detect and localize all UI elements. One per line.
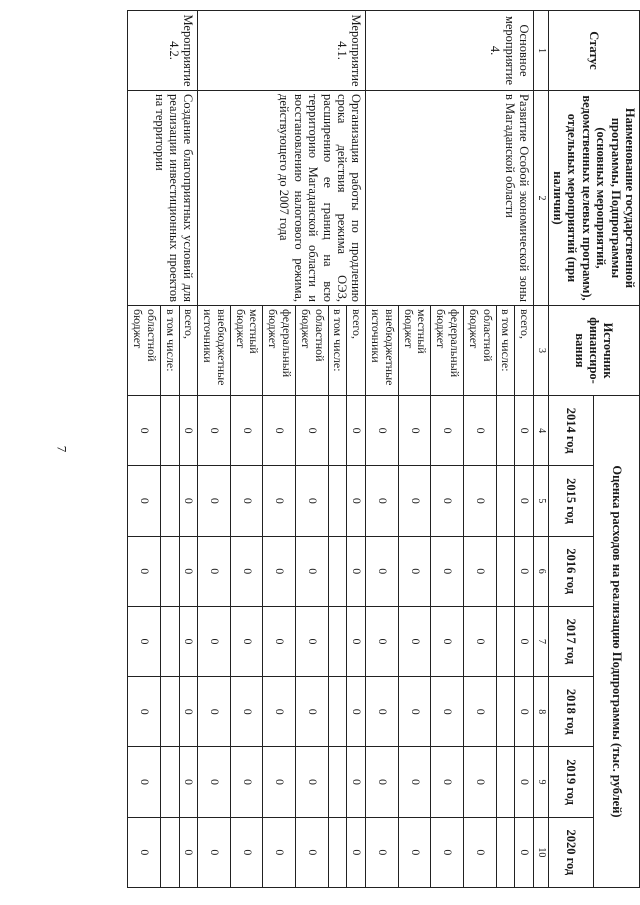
value-cell — [496, 396, 515, 466]
value-cell: 0 — [431, 817, 464, 887]
header-year: 2015 год — [548, 466, 594, 536]
value-cell: 0 — [515, 817, 534, 887]
value-cell: 0 — [398, 817, 431, 887]
value-cell — [160, 677, 179, 747]
value-cell — [496, 817, 515, 887]
value-cell: 0 — [515, 466, 534, 536]
value-cell: 0 — [296, 396, 329, 466]
value-cell: 0 — [515, 606, 534, 676]
value-cell — [496, 606, 515, 676]
source-cell: всего, — [179, 306, 198, 396]
value-cell — [328, 466, 347, 536]
value-cell: 0 — [128, 466, 161, 536]
value-cell — [328, 747, 347, 817]
value-cell: 0 — [230, 817, 263, 887]
value-cell: 0 — [296, 817, 329, 887]
source-cell: в том числе: — [328, 306, 347, 396]
value-cell: 0 — [128, 396, 161, 466]
value-cell: 0 — [515, 747, 534, 817]
value-cell: 0 — [230, 677, 263, 747]
value-cell — [496, 677, 515, 747]
value-cell — [328, 606, 347, 676]
value-cell: 0 — [198, 677, 231, 747]
value-cell: 0 — [263, 677, 296, 747]
value-cell: 0 — [398, 606, 431, 676]
value-cell: 0 — [179, 677, 198, 747]
header-year: 2019 год — [548, 747, 594, 817]
value-cell: 0 — [198, 466, 231, 536]
source-cell: областной бюджет — [128, 306, 161, 396]
value-cell: 0 — [128, 747, 161, 817]
value-cell — [496, 466, 515, 536]
value-cell: 0 — [347, 536, 366, 606]
value-cell — [160, 747, 179, 817]
value-cell: 0 — [263, 747, 296, 817]
value-cell: 0 — [263, 606, 296, 676]
source-cell: областной бюджет — [464, 306, 497, 396]
value-cell: 0 — [198, 396, 231, 466]
value-cell — [328, 817, 347, 887]
value-cell: 0 — [398, 677, 431, 747]
expenditure-table — [127, 10, 640, 888]
value-cell: 0 — [347, 747, 366, 817]
column-number: 3 — [534, 306, 549, 396]
value-cell: 0 — [179, 536, 198, 606]
value-cell: 0 — [128, 606, 161, 676]
value-cell — [496, 536, 515, 606]
value-cell: 0 — [230, 396, 263, 466]
measure-name-cell: Создание благоприятных условий для реализации инвестиционных проектов на территории — [128, 91, 198, 306]
header-year: 2020 год — [548, 817, 594, 887]
value-cell: 0 — [464, 396, 497, 466]
value-cell — [160, 606, 179, 676]
value-cell: 0 — [398, 466, 431, 536]
column-number: 10 — [534, 817, 549, 887]
status-cell: Мероприятие 4.2. — [128, 11, 198, 91]
value-cell: 0 — [230, 536, 263, 606]
value-cell: 0 — [296, 747, 329, 817]
header-name: Наименование государственной программы, Подпрограммы (основных мероприятий, ведомственных целевых программ), отдельных мероприятий (при наличии) — [548, 91, 639, 306]
value-cell: 0 — [431, 747, 464, 817]
value-cell: 0 — [431, 606, 464, 676]
value-cell: 0 — [263, 817, 296, 887]
table-body — [128, 11, 534, 888]
value-cell: 0 — [398, 747, 431, 817]
value-cell: 0 — [431, 466, 464, 536]
value-cell: 0 — [515, 677, 534, 747]
header-source: Источник финансиро-вания — [548, 306, 639, 396]
value-cell: 0 — [263, 396, 296, 466]
value-cell: 0 — [431, 536, 464, 606]
value-cell: 0 — [366, 677, 399, 747]
column-number: 6 — [534, 536, 549, 606]
value-cell: 0 — [347, 606, 366, 676]
source-cell: всего, — [347, 306, 366, 396]
value-cell: 0 — [198, 606, 231, 676]
value-cell: 0 — [296, 606, 329, 676]
table-row — [347, 11, 366, 888]
value-cell: 0 — [464, 466, 497, 536]
value-cell — [328, 396, 347, 466]
value-cell: 0 — [179, 606, 198, 676]
value-cell: 0 — [128, 677, 161, 747]
value-cell — [160, 536, 179, 606]
value-cell: 0 — [515, 536, 534, 606]
value-cell — [496, 747, 515, 817]
rotated-document — [95, 10, 640, 888]
status-cell: Мероприятие 4.1. — [198, 11, 366, 91]
value-cell: 0 — [366, 536, 399, 606]
value-cell: 0 — [398, 536, 431, 606]
value-cell: 0 — [398, 396, 431, 466]
value-cell — [160, 817, 179, 887]
value-cell: 0 — [347, 817, 366, 887]
source-cell: федеральный бюджет — [431, 306, 464, 396]
source-cell: всего, — [515, 306, 534, 396]
header-year: 2017 год — [548, 606, 594, 676]
value-cell: 0 — [230, 606, 263, 676]
value-cell: 0 — [198, 747, 231, 817]
value-cell: 0 — [296, 466, 329, 536]
value-cell: 0 — [366, 747, 399, 817]
value-cell: 0 — [464, 536, 497, 606]
status-cell: Основное мероприятие 4. — [366, 11, 534, 91]
value-cell: 0 — [347, 396, 366, 466]
page-number: 7 — [54, 445, 70, 453]
value-cell — [160, 396, 179, 466]
value-cell: 0 — [296, 536, 329, 606]
column-number: 8 — [534, 677, 549, 747]
value-cell: 0 — [431, 677, 464, 747]
column-number: 9 — [534, 747, 549, 817]
header-status: Статус — [548, 11, 639, 91]
value-cell: 0 — [464, 677, 497, 747]
value-cell: 0 — [366, 817, 399, 887]
value-cell: 0 — [230, 747, 263, 817]
value-cell: 0 — [296, 677, 329, 747]
value-cell: 0 — [179, 747, 198, 817]
source-cell: внебюджетные источники — [366, 306, 399, 396]
table-row — [179, 11, 198, 888]
value-cell: 0 — [431, 396, 464, 466]
table-row — [515, 11, 534, 888]
value-cell: 0 — [464, 817, 497, 887]
source-cell: федеральный бюджет — [263, 306, 296, 396]
measure-name-cell: Развитие Особой экономической зоны в Магаданской области — [366, 91, 534, 306]
source-cell: местный бюджет — [398, 306, 431, 396]
source-cell: областной бюджет — [296, 306, 329, 396]
value-cell — [328, 677, 347, 747]
column-number: 7 — [534, 606, 549, 676]
column-number: 2 — [534, 91, 549, 306]
column-number: 5 — [534, 466, 549, 536]
header-estimate: Оценка расходов на реализацию Подпрограммы (тыс. рублей) — [594, 396, 640, 888]
header-year: 2016 год — [548, 536, 594, 606]
value-cell: 0 — [366, 606, 399, 676]
header-year: 2018 год — [548, 677, 594, 747]
source-cell: в том числе: — [160, 306, 179, 396]
value-cell: 0 — [128, 536, 161, 606]
value-cell — [328, 536, 347, 606]
value-cell: 0 — [347, 677, 366, 747]
value-cell: 0 — [464, 606, 497, 676]
value-cell — [160, 466, 179, 536]
value-cell: 0 — [366, 396, 399, 466]
value-cell: 0 — [179, 466, 198, 536]
value-cell: 0 — [230, 466, 263, 536]
source-cell: внебюджетные источники — [198, 306, 231, 396]
value-cell: 0 — [198, 536, 231, 606]
header-year: 2014 год — [548, 396, 594, 466]
column-number: 4 — [534, 396, 549, 466]
value-cell: 0 — [464, 747, 497, 817]
value-cell: 0 — [347, 466, 366, 536]
value-cell: 0 — [198, 817, 231, 887]
measure-name-cell: Организация работы по продлению срока действия режима ОЭЗ, расширению ее границ на всю территорию Магаданской области и восстановлению налогового режима, действующего до 2007 года — [198, 91, 366, 306]
value-cell: 0 — [366, 466, 399, 536]
value-cell: 0 — [515, 396, 534, 466]
source-cell: в том числе: — [496, 306, 515, 396]
value-cell: 0 — [179, 396, 198, 466]
column-number: 1 — [534, 11, 549, 91]
value-cell: 0 — [263, 536, 296, 606]
value-cell: 0 — [128, 817, 161, 887]
value-cell: 0 — [263, 466, 296, 536]
source-cell: местный бюджет — [230, 306, 263, 396]
value-cell: 0 — [179, 817, 198, 887]
